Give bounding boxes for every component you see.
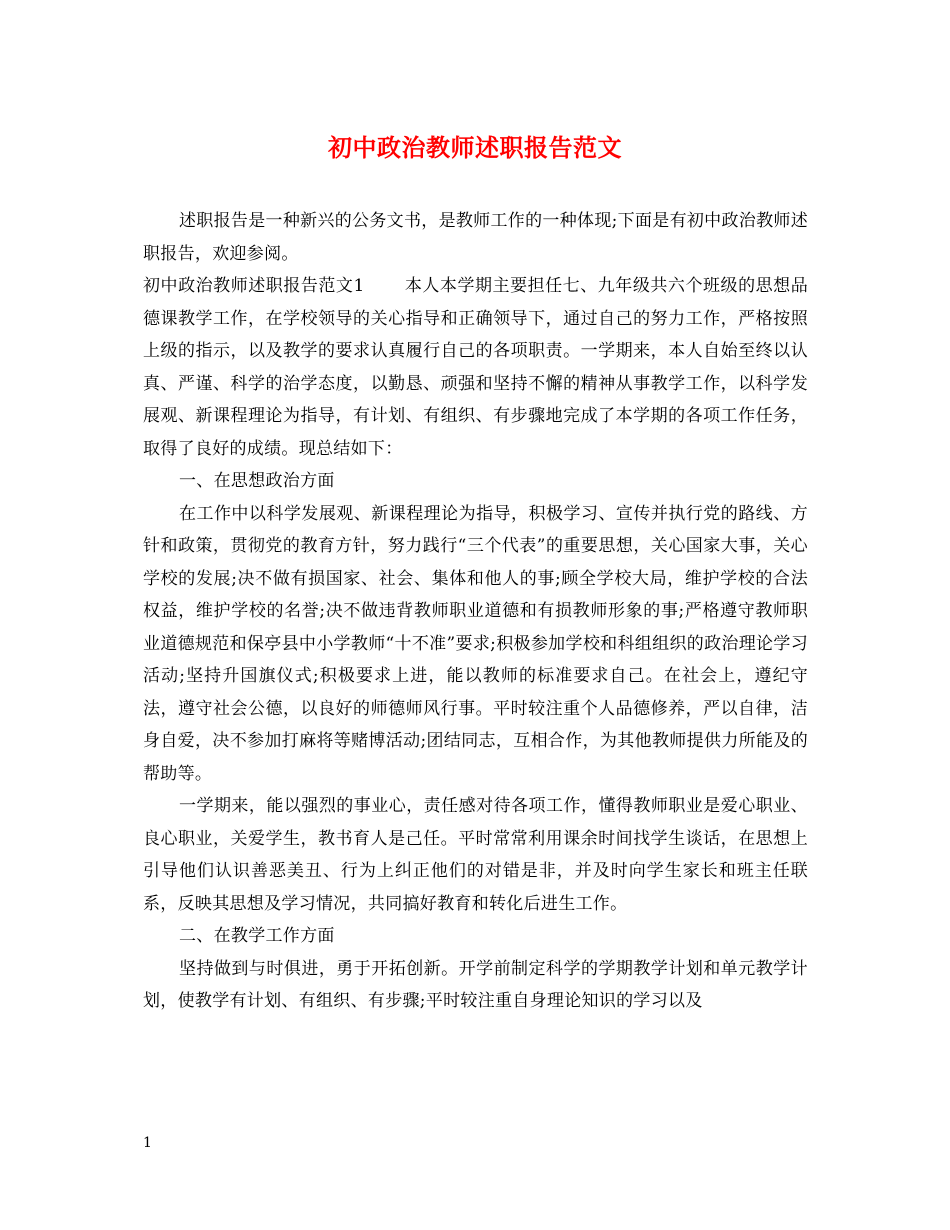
section-intro-text: 本人本学期主要担任七、九年级共六个班级的思想品德课教学工作，在学校领导的关心指导和正确领导下，通过自己的努力工作，严格按照上级的指示，以及教学的要求认真履行自己的各项职责。一学期来，本人自始至终以认真、严谨、科学的治学态度，以勤恳、顽强和坚持不懈的精神从事教学工作，以科学发展观、新课程理论为指导，有计划、有组织、有步骤地完成了本学期的各项工作任务，取得了良好的成绩。现总结如下： [143, 276, 808, 459]
document-body [143, 205, 808, 1018]
document-title: 初中政治教师述职报告范文 [328, 133, 622, 162]
heading-politics: 一、在思想政治方面 [179, 471, 335, 491]
section-label: 初中政治教师述职报告范文1 [143, 276, 365, 296]
paragraph-responsibility: 一学期来，能以强烈的事业心，责任感对待各项工作，懂得教师职业是爱心职业、良心职业，关爱学生，教书育人是己任。平时常常利用课余时间找学生谈话，在思想上引导他们认识善恶美丑、行为上纠正他们的对错是非，并及时向学生家长和班主任联系，反映其思想及学习情况，共同搞好教育和转化后进生工作。 [143, 796, 808, 914]
heading-teaching: 二、在教学工作方面 [179, 926, 335, 946]
paragraph-teaching: 坚持做到与时俱进，勇于开拓创新。开学前制定科学的学期教学计划和单元教学计划，使教学有计划、有组织、有步骤;平时较注重自身理论知识的学习以及 [143, 958, 808, 1011]
section-paragraph [143, 270, 808, 465]
paragraph-politics: 在工作中以科学发展观、新课程理论为指导，积极学习、宣传并执行党的路线、方针和政策，贯彻党的教育方针，努力践行“三个代表”的重要思想，关心国家大事，关心学校的发展;决不做有损国家、社会、集体和他人的事;顾全学校大局，维护学校的合法权益，维护学校的名誉;决不做违背教师职业道德和有损教师形象的事;严格遵守教师职业道德规范和保亭县中小学教师“十不准”要求;积极参加学校和科组组织的政治理论学习活动;坚持升国旗仪式;积极要求上进，能以教师的标准要求自己。在社会上，遵纪守法，遵守社会公德，以良好的师德师风行事。平时较注重个人品德修养，严以自律，洁身自爱，决不参加打麻将等赌博活动;团结同志，互相合作，为其他教师提供力所能及的帮助等。 [143, 503, 808, 784]
intro-paragraph: 述职报告是一种新兴的公务文书，是教师工作的一种体现;下面是有初中政治教师述职报告，欢迎参阅。 [143, 211, 808, 264]
page-number: 1 [143, 1135, 152, 1151]
